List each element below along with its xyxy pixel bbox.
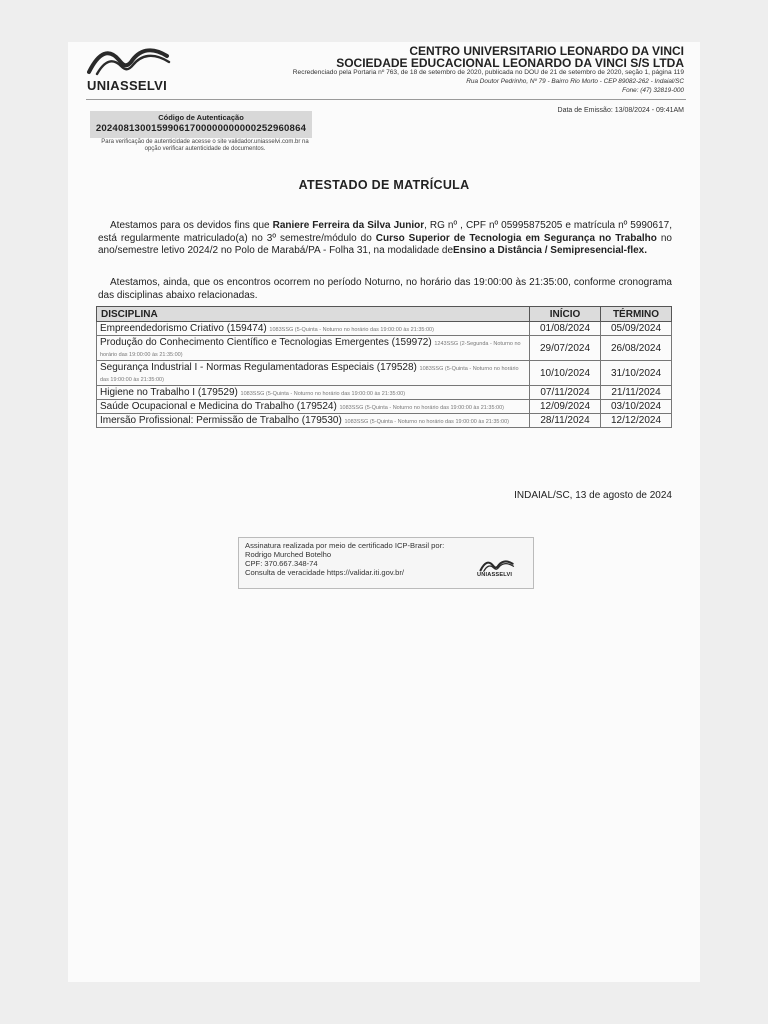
verification-link: Consulta de veracidade https://validar.iti.gov.br/ xyxy=(245,568,404,577)
header-start: INÍCIO xyxy=(530,307,601,322)
wave-logo-icon xyxy=(477,558,517,572)
end-date: 21/11/2024 xyxy=(601,386,672,400)
signer-name: Rodrigo Murched Botelho xyxy=(245,550,332,559)
header-end: TÉRMINO xyxy=(601,307,672,322)
signer-cpf: CPF: 370.667.348-74 xyxy=(245,559,318,568)
digital-signature-box xyxy=(238,537,534,589)
discipline-cell xyxy=(97,336,530,361)
end-date: 26/08/2024 xyxy=(601,336,672,361)
address-text: Rua Doutor Pedrinho, Nº 79 - Bairro Rio Morto - CEP 89082-262 - Indaial/SC xyxy=(466,78,684,85)
company-name: SOCIEDADE EDUCACIONAL LEONARDO DA VINCI S/S LTDA xyxy=(336,56,684,70)
text-segment: no ano/semestre letivo 2024/2 no Polo de Marabá/PA - Folha 31, na modalidade de xyxy=(98,232,672,257)
start-date: 12/09/2024 xyxy=(530,400,601,414)
discipline-name: Saúde Ocupacional e Medicina do Trabalho (179524) xyxy=(100,401,337,412)
discipline-cell xyxy=(97,386,530,400)
discipline-cell xyxy=(97,322,530,336)
signature-method: Assinatura realizada por meio de certificado ICP-Brasil por: xyxy=(245,541,445,550)
schedule-paragraph: Atestamos, ainda, que os encontros ocorrem no período Noturno, no horário das 19:00:00 às 21:35:00, conforme cronograma das disciplinas abaixo relacionadas. xyxy=(98,277,672,301)
issue-date: Data de Emissão: 13/08/2024 - 09:41AM xyxy=(557,107,684,114)
table-row xyxy=(97,322,672,336)
end-date: 05/09/2024 xyxy=(601,322,672,336)
discipline-name: Imersão Profissional: Permissão de Trabalho (179530) xyxy=(100,415,342,426)
table-row xyxy=(97,336,672,361)
start-date: 10/10/2024 xyxy=(530,361,601,386)
place-and-date: INDAIAL/SC, 13 de agosto de 2024 xyxy=(514,490,672,501)
signature-logo xyxy=(477,558,521,582)
discipline-schedule: 1083SSG (5-Quinta - Noturno no horário das 19:00:00 às 21:35:00) xyxy=(100,366,519,383)
discipline-cell xyxy=(97,361,530,386)
uniasselvi-logo xyxy=(85,42,177,94)
start-date: 28/11/2024 xyxy=(530,414,601,428)
discipline-schedule: 1083SSG (5-Quinta - Noturno no horário das 19:00:00 às 21:35:00) xyxy=(339,405,504,411)
table-row xyxy=(97,361,672,386)
discipline-name: Empreendedorismo Criativo (159474) xyxy=(100,323,267,334)
discipline-schedule: 1243SSG (2-Segunda - Noturno no horário das 19:00:00 às 21:35:00) xyxy=(100,341,521,358)
discipline-name: Higiene no Trabalho I (179529) xyxy=(100,387,238,398)
header-discipline: DISCIPLINA xyxy=(97,307,530,322)
wave-logo-icon xyxy=(87,42,171,76)
disciplines-table xyxy=(96,306,672,428)
signature-logo-text: UNIASSELVI xyxy=(477,572,513,578)
end-date: 12/12/2024 xyxy=(601,414,672,428)
authentication-box xyxy=(90,111,312,138)
authentication-note: Para verificação de autenticidade acesse o site validador.uniasselvi.com.br na opção verificar autenticidade de documentos. xyxy=(101,139,309,153)
accreditation-text: Recredenciado pela Portaria nº 763, de 18 de setembro de 2020, publicada no DOU de 21 de setembro de 2020, seção 1, página 119 xyxy=(292,69,684,76)
start-date: 07/11/2024 xyxy=(530,386,601,400)
course-name: Curso Superior de Tecnologia em Segurança no Trabalho xyxy=(375,232,657,244)
table-row xyxy=(97,400,672,414)
discipline-schedule: 1083SSG (5-Quinta - Noturno no horário das 19:00:00 às 21:35:00) xyxy=(344,419,509,425)
discipline-schedule: 1083SSG (5-Quinta - Noturno no horário das 19:00:00 às 21:35:00) xyxy=(240,391,406,397)
table-header-row xyxy=(97,307,672,322)
discipline-cell xyxy=(97,400,530,414)
document-title: ATESTADO DE MATRÍCULA xyxy=(298,178,470,192)
end-date: 03/10/2024 xyxy=(601,400,672,414)
student-name: Raniere Ferreira da Silva Junior xyxy=(272,220,425,231)
authentication-label: Código de Autenticação xyxy=(158,113,244,122)
enrollment-paragraph xyxy=(98,220,672,258)
start-date: 29/07/2024 xyxy=(530,336,601,361)
authentication-code: 20240813001599061700000000000252960864 xyxy=(95,123,307,134)
start-date: 01/08/2024 xyxy=(530,322,601,336)
discipline-schedule: 1083SSG (5-Quinta - Noturno no horário das 19:00:00 às 21:35:00) xyxy=(269,327,434,333)
discipline-cell xyxy=(97,414,530,428)
discipline-name: Produção do Conhecimento Científico e Tecnologias Emergentes (159972) xyxy=(100,337,432,348)
modality: Ensino a Distância / Semipresencial-flex. xyxy=(453,245,648,257)
institution-name: CENTRO UNIVERSITARIO LEONARDO DA VINCI xyxy=(409,44,684,58)
discipline-name: Segurança Industrial I - Normas Regulamentadoras Especiais (179528) xyxy=(100,362,417,373)
logo-text: UNIASSELVI xyxy=(87,78,168,93)
text-segment: Atestamos para os devidos fins que xyxy=(110,220,273,231)
end-date: 31/10/2024 xyxy=(601,361,672,386)
text-segment: , RG nº , CPF nº 05995875205 e matrícula nº 5990617, está regularmente matriculado(a) no 3º semestre/módulo do xyxy=(98,220,672,244)
phone-text: Fone: (47) 32819-000 xyxy=(622,87,684,94)
table-row xyxy=(97,414,672,428)
table-row xyxy=(97,386,672,400)
header-divider xyxy=(86,99,686,100)
